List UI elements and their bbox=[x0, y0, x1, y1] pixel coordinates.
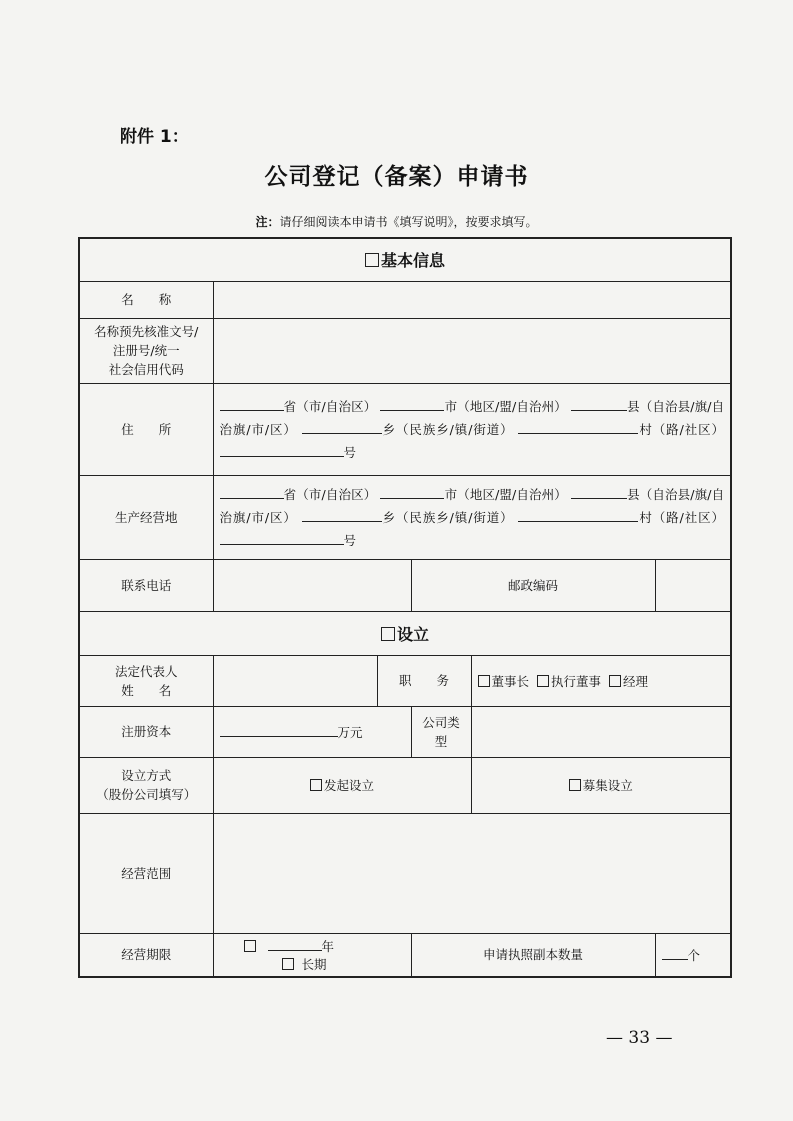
establish-section-title: 设立 bbox=[79, 611, 731, 655]
name-row bbox=[79, 281, 731, 318]
legal-rep-label: 法定代表人 姓 名 bbox=[79, 655, 213, 706]
basic-section-title: 基本信息 bbox=[79, 238, 731, 281]
document-title: 公司登记（备案）申请书 bbox=[264, 164, 529, 190]
postcode-label: 邮政编码 bbox=[411, 559, 655, 611]
capital-row bbox=[79, 706, 731, 757]
business-place-row bbox=[79, 475, 731, 559]
checkbox-icon bbox=[569, 779, 581, 791]
copies-label: 申请执照副本数量 bbox=[411, 933, 655, 977]
scope-label: 经营范围 bbox=[79, 813, 213, 933]
checkbox-icon[interactable] bbox=[365, 253, 379, 267]
term-year-unit: 年 bbox=[321, 939, 335, 955]
copies-unit: 个 bbox=[687, 948, 701, 964]
term-field[interactable] bbox=[213, 933, 411, 977]
phone-field[interactable] bbox=[213, 559, 411, 611]
prenum-row bbox=[79, 318, 731, 383]
checkbox-icon bbox=[609, 675, 621, 687]
residence-row bbox=[79, 383, 731, 475]
postcode-field[interactable] bbox=[655, 559, 731, 611]
position-label: 职 务 bbox=[377, 655, 471, 706]
business-place-address-field[interactable]: 省（市/自治区） 市（地区/盟/自治州） 县（自治县/旗/自治旗/市/区） 乡（民族乡/镇/街道） 村（路/社区） 号 bbox=[213, 475, 731, 559]
page-number: — 33 — bbox=[606, 1028, 673, 1048]
term-row bbox=[79, 933, 731, 977]
name-label: 名 称 bbox=[79, 281, 213, 318]
legal-rep-field[interactable] bbox=[213, 655, 377, 706]
term-label: 经营期限 bbox=[79, 933, 213, 977]
term-long-option: 长期 bbox=[301, 957, 327, 973]
name-field[interactable] bbox=[213, 281, 731, 318]
scope-row bbox=[79, 813, 731, 933]
note-text: 请仔细阅读本申请书《填写说明》，按要求填写。 bbox=[279, 215, 538, 229]
company-type-field[interactable] bbox=[471, 706, 731, 757]
prenum-label: 名称预先核准文号/ 注册号/统一 社会信用代码 bbox=[79, 318, 213, 383]
option-manager[interactable]: 经理 bbox=[609, 674, 648, 689]
establish-section-header-row bbox=[79, 611, 731, 655]
position-options bbox=[471, 655, 731, 706]
legal-rep-row bbox=[79, 655, 731, 706]
application-form-table bbox=[78, 237, 732, 978]
phone-label: 联系电话 bbox=[79, 559, 213, 611]
business-place-label: 生产经营地 bbox=[79, 475, 213, 559]
checkbox-icon bbox=[310, 779, 322, 791]
checkbox-icon[interactable] bbox=[381, 627, 395, 641]
residence-address-field[interactable]: 省（市/自治区） 市（地区/盟/自治州） 县（自治县/旗/自治旗/市/区） 乡（民族乡/镇/街道） 村（路/社区） 号 bbox=[213, 383, 731, 475]
scope-field[interactable] bbox=[213, 813, 731, 933]
capital-unit: 万元 bbox=[337, 725, 363, 740]
checkbox-icon[interactable] bbox=[282, 958, 294, 970]
basic-section-header-row bbox=[79, 238, 731, 281]
company-type-label: 公司类型 bbox=[411, 706, 471, 757]
residence-label: 住 所 bbox=[79, 383, 213, 475]
option-executive-director[interactable]: 执行董事 bbox=[537, 674, 601, 689]
attachment-label: 附件 1： bbox=[120, 127, 189, 147]
checkbox-icon bbox=[537, 675, 549, 687]
note-label: 注： bbox=[255, 215, 280, 229]
checkbox-icon bbox=[478, 675, 490, 687]
method-label: 设立方式 （股份公司填写） bbox=[79, 757, 213, 813]
option-promoter[interactable]: 发起设立 bbox=[213, 757, 471, 813]
fill-note bbox=[0, 213, 793, 230]
method-row bbox=[79, 757, 731, 813]
capital-label: 注册资本 bbox=[79, 706, 213, 757]
capital-field[interactable] bbox=[213, 706, 411, 757]
option-chairman[interactable]: 董事长 bbox=[478, 674, 530, 689]
copies-field[interactable] bbox=[655, 933, 731, 977]
prenum-field[interactable] bbox=[213, 318, 731, 383]
checkbox-icon[interactable] bbox=[244, 940, 256, 952]
option-subscription[interactable]: 募集设立 bbox=[471, 757, 731, 813]
phone-row bbox=[79, 559, 731, 611]
